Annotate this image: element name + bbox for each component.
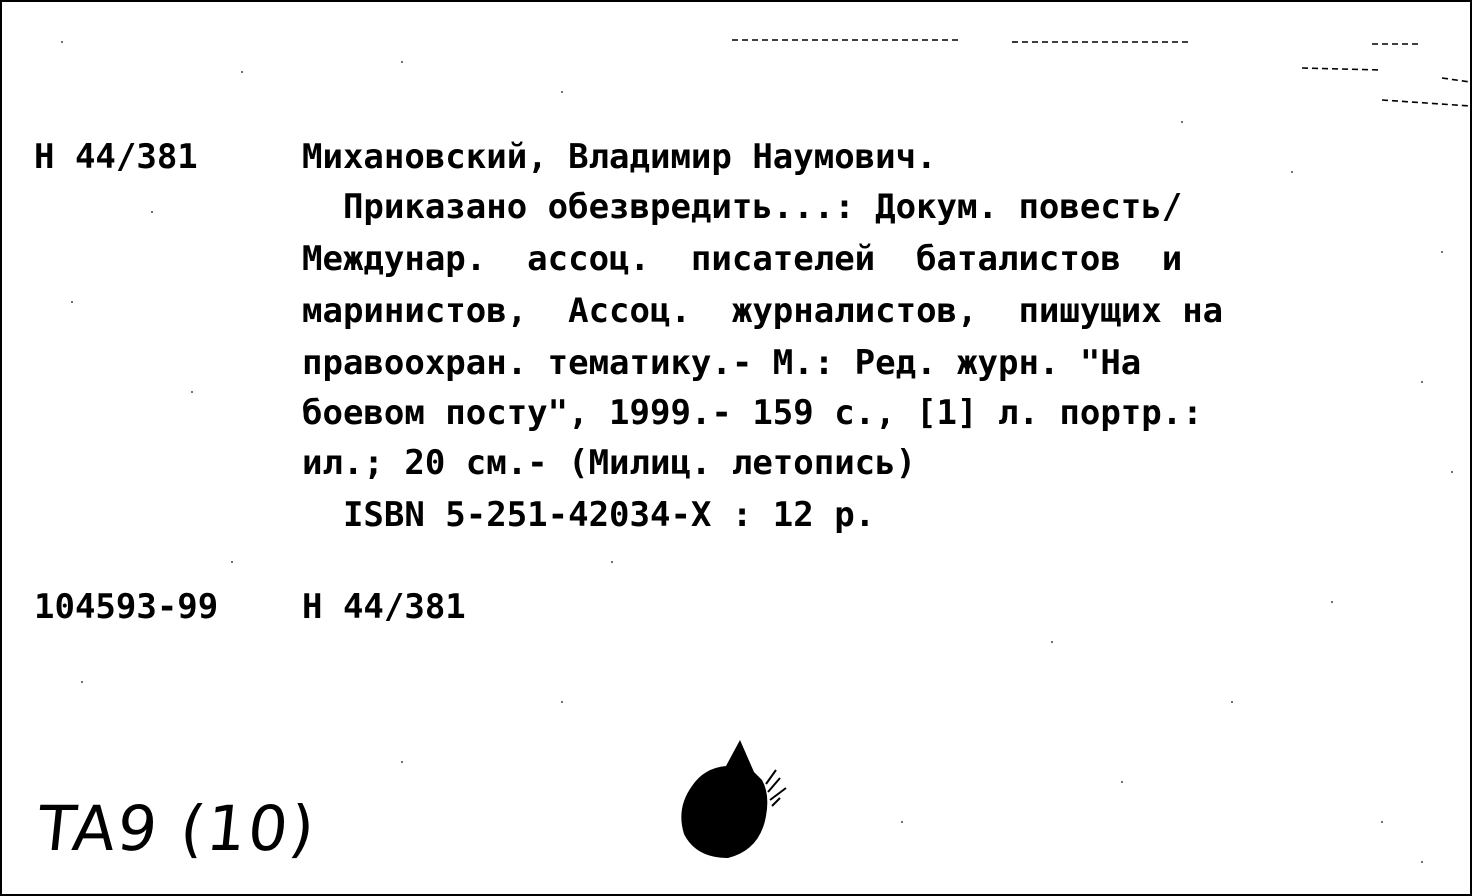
author-heading: Михановский, Владимир Наумович. xyxy=(302,137,937,177)
description-line: Приказано обезвредить...: Докум. повесть/ xyxy=(302,187,1183,227)
description-line: Междунар. ассоц. писателей баталистов и xyxy=(302,239,1183,279)
description-line: маринистов, Ассоц. журналистов, пишущих на xyxy=(302,291,1224,331)
isbn-line: ISBN 5-251-42034-X : 12 р. xyxy=(302,495,876,535)
shelfmark: Н 44/381 xyxy=(34,137,198,177)
shelfmark-bottom: Н 44/381 xyxy=(302,587,466,627)
accession-number: 104593-99 xyxy=(34,587,219,627)
description-line: правоохран. тематику.- М.: Ред. журн. "На xyxy=(302,343,1142,383)
handwritten-note: TA9 (10) xyxy=(34,792,320,865)
description-line: боевом посту", 1999.- 159 с., [1] л. портр.: xyxy=(302,393,1203,433)
description-line: ил.; 20 см.- (Милиц. летопись) xyxy=(302,443,917,483)
scan-noise xyxy=(2,2,1470,894)
